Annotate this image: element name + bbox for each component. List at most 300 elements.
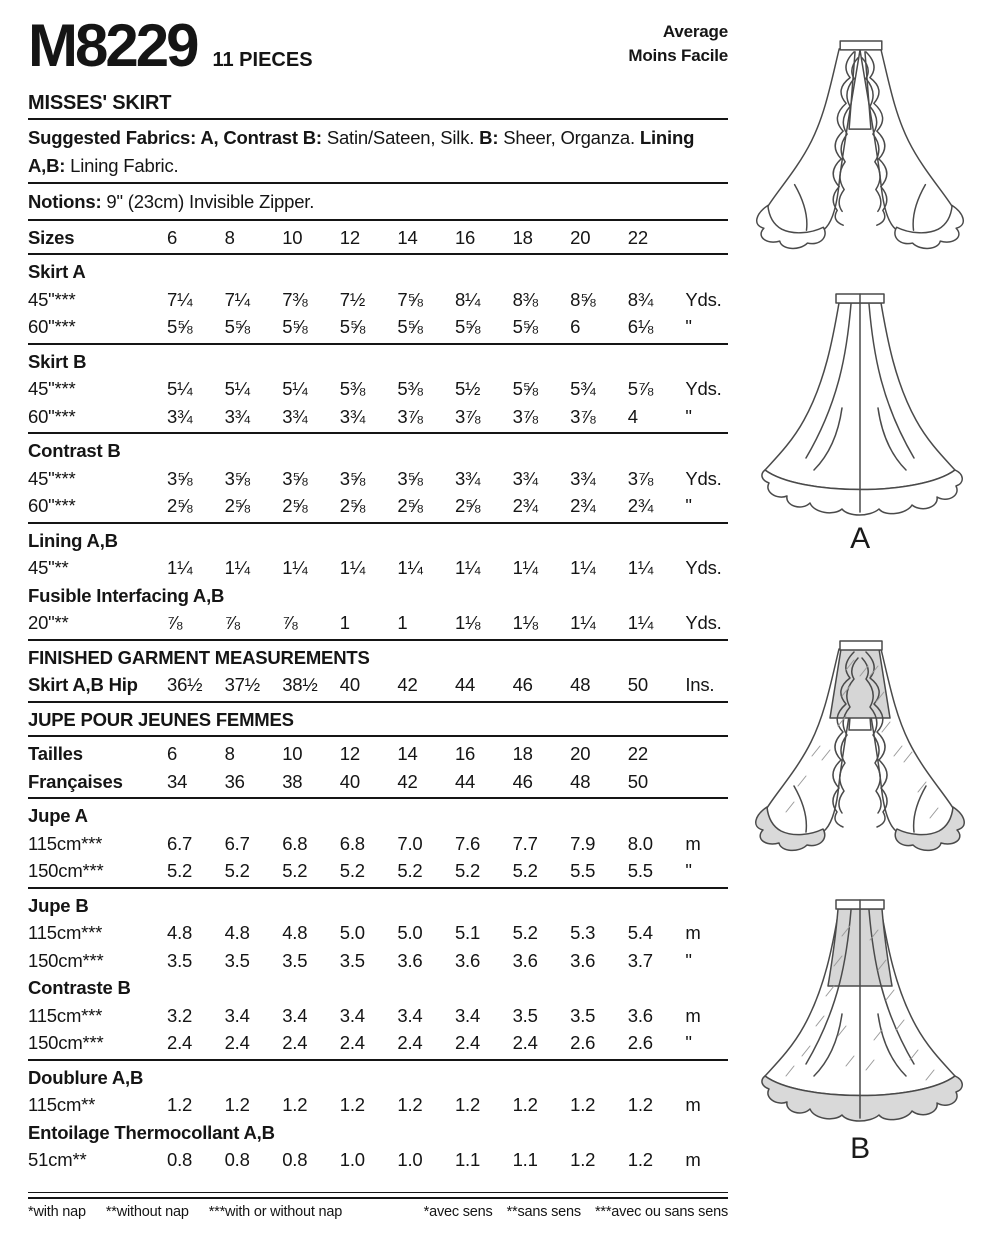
cell-value: 8⅝ — [570, 288, 596, 310]
cell-value: 1.2 — [627, 1149, 653, 1170]
table-row — [28, 1146, 728, 1174]
cell-value: 34 — [167, 770, 188, 792]
table-row-tailles — [28, 740, 728, 768]
row-label: 150cm*** — [28, 1032, 104, 1053]
section-header-doublure: Doublure A,B — [28, 1066, 144, 1088]
cell-value: 8.0 — [627, 832, 653, 854]
row-label: 45"*** — [28, 467, 76, 489]
main-column — [28, 0, 728, 1174]
table-row — [28, 465, 728, 493]
cell-value: 18 — [512, 743, 533, 764]
notions-label: Notions: — [28, 191, 102, 212]
cell-value: 1.1 — [454, 1149, 481, 1170]
footnote: **without nap — [105, 1204, 189, 1220]
cell-unit: m — [685, 1149, 701, 1170]
cell-value: 3¾ — [512, 467, 538, 489]
cell-unit: m — [685, 922, 701, 943]
fabrics-text-b: Sheer, Organza. — [498, 127, 640, 148]
cell-value: 2.6 — [570, 1032, 596, 1053]
table-row — [28, 492, 728, 520]
cell-value: 4.8 — [167, 922, 193, 943]
footnotes-french — [424, 1204, 728, 1220]
cell-value: 3.5 — [570, 1004, 596, 1026]
cell-value: 8 — [224, 743, 235, 764]
fabrics-text: Satin/Sateen, Silk. — [321, 127, 480, 148]
cell-value: 1.2 — [282, 1094, 308, 1115]
cell-value: 0.8 — [224, 1149, 250, 1170]
cell-value: 3.5 — [224, 949, 250, 971]
row-label: 115cm*** — [28, 832, 103, 854]
cell-value: ⅞ — [282, 612, 298, 633]
cell-value: 7.7 — [512, 832, 538, 854]
cell-unit: Yds. — [685, 288, 722, 310]
cell-value: 3¾ — [570, 467, 596, 489]
cell-value: 7¼ — [224, 288, 250, 310]
cell-value: 2¾ — [570, 495, 596, 516]
divider — [28, 701, 728, 703]
cell-value: 1¼ — [397, 557, 423, 578]
cell-value: 6.7 — [224, 832, 250, 854]
cell-value: 1.2 — [167, 1094, 193, 1115]
fabrics-label-b: B: — [479, 127, 499, 148]
cell-value: 5.2 — [512, 860, 538, 881]
divider — [28, 219, 728, 221]
cell-value: 44 — [454, 770, 476, 792]
cell-value: 48 — [570, 674, 591, 695]
garment-title: MISSES' SKIRT — [28, 92, 172, 114]
row-label: 115cm*** — [28, 922, 103, 943]
cell-unit: m — [685, 1094, 701, 1115]
row-label: 115cm** — [28, 1094, 96, 1115]
table-row — [28, 830, 728, 858]
cell-value: 1.1 — [512, 1149, 538, 1170]
suggested-fabrics — [28, 123, 728, 180]
cell-value: 42 — [397, 770, 418, 792]
row-label: Françaises — [28, 770, 123, 792]
row-label: 60"*** — [28, 405, 76, 427]
cell-value: 3.6 — [570, 949, 596, 971]
cell-value: 1 — [339, 612, 350, 633]
cell-value: 7.9 — [570, 832, 596, 854]
cell-value: 2.4 — [512, 1032, 538, 1053]
row-label: 51cm** — [28, 1149, 87, 1170]
cell-value: 5⅝ — [167, 316, 193, 337]
cell-value: 7⅝ — [397, 288, 423, 310]
cell-value: 5.2 — [512, 922, 538, 943]
cell-value: 1¼ — [339, 557, 366, 578]
cell-value: 3⅞ — [397, 405, 423, 427]
cell-value: 5.5 — [570, 860, 596, 881]
cell-value: 46 — [512, 770, 533, 792]
skirt-a-back-illustration — [742, 290, 978, 522]
cell-value: 2.4 — [224, 1032, 250, 1053]
divider — [28, 639, 728, 641]
cell-value: 1 — [397, 612, 408, 633]
cell-value: 5.2 — [339, 860, 365, 881]
section-header-contrast-b: Contrast B — [28, 440, 121, 461]
cell-value: 6.8 — [339, 832, 365, 854]
cell-value: 5⅝ — [397, 316, 423, 337]
cell-unit: " — [685, 405, 692, 427]
fabrics-label-lining: Lining A,B: — [28, 127, 695, 176]
row-label: 60"*** — [28, 495, 76, 516]
skirt-b-back-illustration — [742, 896, 978, 1128]
cell-value: 3.4 — [397, 1004, 423, 1026]
cell-unit: " — [685, 1032, 692, 1053]
cell-value: 16 — [454, 226, 476, 248]
fabrics-label: Suggested Fabrics: A, Contrast B: — [28, 127, 322, 148]
cell-unit: " — [685, 495, 692, 516]
cell-value: 5.1 — [454, 922, 481, 943]
french-section-title: JUPE POUR JEUNES FEMMES — [28, 708, 294, 730]
cell-value: 1¼ — [282, 557, 308, 578]
cell-value: 3¾ — [339, 405, 366, 427]
cell-value: 2.4 — [397, 1032, 423, 1053]
cell-value: 3.6 — [397, 949, 423, 971]
cell-value: 1⅛ — [512, 612, 538, 633]
cell-value: 3⅞ — [627, 467, 654, 489]
cell-value: 1¼ — [454, 557, 481, 578]
cell-value: 1¼ — [224, 557, 250, 578]
cell-value: 20 — [570, 226, 591, 248]
footnote: ***with or without nap — [208, 1204, 343, 1220]
cell-value: 5.3 — [570, 922, 596, 943]
cell-value: 2.4 — [339, 1032, 365, 1053]
cell-value: ⅞ — [167, 612, 183, 633]
difficulty-french: Moins Facile — [628, 45, 728, 65]
divider — [28, 797, 728, 799]
section-header-interfacing: Fusible Interfacing A,B — [28, 584, 225, 606]
divider — [28, 182, 728, 184]
cell-value: 5⅜ — [397, 378, 423, 399]
cell-unit — [685, 224, 728, 252]
row-label: 150cm*** — [28, 860, 104, 881]
pieces-count: 11 PIECES — [212, 49, 313, 71]
cell-value: 5⅝ — [339, 316, 366, 337]
row-label: 115cm*** — [28, 1004, 103, 1026]
divider — [28, 522, 728, 524]
cell-value: 3.4 — [224, 1004, 250, 1026]
row-label: Tailles — [28, 743, 83, 764]
cell-value: 1¼ — [167, 557, 193, 578]
cell-value: 1.2 — [224, 1094, 250, 1115]
cell-value: 5⅝ — [454, 316, 481, 337]
section-header-entoilage: Entoilage Thermocollant A,B — [28, 1121, 275, 1143]
cell-value: 3⅝ — [167, 467, 193, 489]
cell-value: 5.4 — [627, 922, 653, 943]
cell-value: 1¼ — [570, 557, 596, 578]
divider — [28, 118, 728, 120]
section-header-skirt-b: Skirt B — [28, 350, 87, 372]
cell-value: 22 — [627, 743, 648, 764]
cell-unit: Ins. — [685, 674, 715, 695]
section-header-lining: Lining A,B — [28, 529, 118, 551]
cell-value: 6.8 — [282, 832, 308, 854]
cell-value: 2.4 — [167, 1032, 193, 1053]
table-row — [28, 609, 728, 637]
section-header-contraste-b: Contraste B — [28, 977, 131, 998]
cell-value: 2⅝ — [224, 495, 250, 516]
cell-value: 5⅝ — [282, 316, 308, 337]
table-row — [28, 375, 728, 403]
cell-value: 1¼ — [627, 612, 654, 633]
divider — [28, 735, 728, 737]
table-row-sizes — [28, 224, 728, 252]
cell-value: 0.8 — [282, 1149, 308, 1170]
table-row-francaises — [28, 768, 728, 796]
cell-unit: " — [685, 316, 692, 337]
cell-unit: " — [685, 949, 692, 971]
cell-value: 7.0 — [397, 832, 423, 854]
divider — [28, 432, 728, 434]
notions-text: 9" (23cm) Invisible Zipper. — [101, 191, 315, 212]
cell-unit: Yds. — [685, 467, 722, 489]
fabrics-text-lining: Lining Fabric. — [65, 154, 179, 176]
cell-value: 6 — [167, 226, 178, 248]
cell-value: 3.5 — [512, 1004, 538, 1026]
table-row-hip — [28, 671, 728, 699]
cell-value: 38 — [282, 770, 303, 792]
cell-value: 1.2 — [570, 1149, 596, 1170]
cell-value: ⅞ — [224, 612, 240, 633]
cell-value: 5⅝ — [512, 316, 538, 337]
section-header-jupe-b: Jupe B — [28, 894, 89, 916]
cell-value: 48 — [570, 770, 591, 792]
cell-value: 5¾ — [570, 378, 596, 399]
cell-value: 3.4 — [454, 1004, 481, 1026]
table-row — [28, 313, 728, 341]
cell-value: 3⅞ — [512, 405, 538, 427]
cell-value: 7½ — [339, 288, 366, 310]
table-row — [28, 554, 728, 582]
cell-value: 1.2 — [339, 1094, 365, 1115]
cell-value: 50 — [627, 770, 648, 792]
table-row — [28, 947, 728, 975]
table-row — [28, 1091, 728, 1119]
cell-value: 1¼ — [627, 557, 654, 578]
row-label: 60"*** — [28, 316, 76, 337]
cell-value: 5⅜ — [339, 378, 366, 399]
cell-value: 14 — [397, 226, 418, 248]
cell-value: 14 — [397, 743, 418, 764]
cell-value: 5.0 — [397, 922, 423, 943]
cell-value: 3.5 — [339, 949, 365, 971]
cell-value: 20 — [570, 743, 591, 764]
cell-value: 8¼ — [454, 288, 481, 310]
cell-value: 1.2 — [627, 1094, 653, 1115]
cell-value: 3¾ — [454, 467, 481, 489]
section-header-skirt-a: Skirt A — [28, 261, 86, 282]
cell-value: 18 — [512, 226, 533, 248]
cell-value: 2.6 — [627, 1032, 653, 1053]
cell-value: 5⅝ — [224, 316, 250, 337]
pattern-number: M8229 — [28, 12, 197, 79]
table-row — [28, 857, 728, 885]
cell-value: 5½ — [454, 378, 481, 399]
cell-value: 3¾ — [224, 405, 250, 427]
cell-value: 0.8 — [167, 1149, 193, 1170]
footnote: **sans sens — [506, 1204, 581, 1220]
cell-value: 4 — [627, 405, 638, 427]
cell-value: 5¼ — [224, 378, 250, 399]
cell-value: 5.5 — [627, 860, 653, 881]
cell-value: 3⅝ — [339, 467, 366, 489]
cell-value: 2⅝ — [282, 495, 308, 516]
cell-value: 10 — [282, 743, 303, 764]
cell-value: 3.6 — [627, 1004, 653, 1026]
row-label: 45"*** — [28, 378, 76, 399]
cell-value: 3⅞ — [570, 405, 596, 427]
cell-value: 38½ — [282, 674, 318, 695]
cell-value: 4.8 — [282, 922, 308, 943]
cell-value: 12 — [339, 743, 360, 764]
cell-value: 16 — [454, 743, 476, 764]
cell-value: 22 — [627, 226, 648, 248]
row-label: 150cm*** — [28, 949, 104, 971]
footnotes — [28, 1192, 728, 1220]
difficulty-block — [628, 20, 728, 68]
divider — [28, 253, 728, 255]
notions-line — [28, 187, 728, 217]
footnotes-english — [28, 1204, 342, 1220]
cell-unit — [685, 740, 728, 768]
cell-value: 1.0 — [397, 1149, 423, 1170]
cell-value: 12 — [339, 226, 360, 248]
cell-value: 3⅝ — [224, 467, 250, 489]
footnote: ***avec ou sans sens — [594, 1204, 728, 1220]
cell-value: 8⅜ — [512, 288, 538, 310]
cell-value: 3.4 — [339, 1004, 365, 1026]
cell-value: 37½ — [224, 674, 261, 695]
divider — [28, 1059, 728, 1061]
cell-value: 3.6 — [512, 949, 538, 971]
cell-value: 50 — [627, 674, 648, 695]
cell-value: 3.2 — [167, 1004, 193, 1026]
cell-value: 1⅛ — [454, 612, 481, 633]
cell-value: 36½ — [167, 674, 203, 695]
section-header-jupe-a: Jupe A — [28, 805, 88, 826]
cell-value: 6 — [570, 316, 581, 337]
cell-unit: Yds. — [685, 612, 722, 633]
cell-unit: m — [685, 832, 701, 854]
cell-value: 2.4 — [454, 1032, 481, 1053]
cell-value: 1.2 — [512, 1094, 538, 1115]
cell-unit — [685, 768, 728, 796]
cell-value: 42 — [397, 674, 418, 695]
cell-value: 3.6 — [454, 949, 481, 971]
cell-value: 7⅜ — [282, 288, 308, 310]
row-label: 20"** — [28, 612, 69, 633]
cell-value: 7¼ — [167, 288, 193, 310]
cell-value: 1¼ — [570, 612, 596, 633]
cell-value: 5.2 — [282, 860, 308, 881]
row-label: Sizes — [28, 226, 75, 248]
cell-value: 36 — [224, 770, 245, 792]
cell-value: 3⅞ — [454, 405, 481, 427]
cell-value: 5.0 — [339, 922, 365, 943]
cell-value: 1.2 — [570, 1094, 596, 1115]
footnote: *avec sens — [423, 1204, 493, 1220]
cell-value: 5.2 — [454, 860, 481, 881]
view-a-label: A — [850, 522, 870, 555]
cell-value: 2¾ — [627, 495, 654, 516]
skirt-a-front-illustration — [742, 36, 978, 252]
cell-value: 3.5 — [282, 949, 308, 971]
cell-value: 44 — [454, 674, 476, 695]
cell-value: 3¾ — [282, 405, 308, 427]
table-row — [28, 1002, 728, 1030]
cell-unit: Yds. — [685, 557, 722, 578]
view-b-label: B — [850, 1132, 870, 1165]
cell-value: 8 — [224, 226, 235, 248]
cell-value: 46 — [512, 674, 533, 695]
cell-value: 2⅝ — [167, 495, 193, 516]
cell-value: 2⅝ — [397, 495, 423, 516]
row-label: Skirt A,B Hip — [28, 674, 138, 695]
skirt-b-front-illustration — [742, 634, 978, 856]
cell-value: 6.7 — [167, 832, 193, 854]
cell-value: 40 — [339, 770, 360, 792]
cell-value: 3⅝ — [282, 467, 308, 489]
cell-value: 1.0 — [339, 1149, 365, 1170]
footnote: *with nap — [28, 1204, 86, 1220]
cell-value: 1.2 — [397, 1094, 423, 1115]
cell-value: 5⅝ — [512, 378, 538, 399]
cell-value: 3⅝ — [397, 467, 423, 489]
cell-value: 2⅝ — [454, 495, 481, 516]
cell-value: 8¾ — [627, 288, 654, 310]
cell-value: 7.6 — [454, 832, 481, 854]
table-row — [28, 286, 728, 314]
divider — [28, 887, 728, 889]
yardage-table — [28, 224, 728, 1174]
cell-value: 2⅝ — [339, 495, 366, 516]
row-label: 45"** — [28, 557, 69, 578]
cell-value: 4.8 — [224, 922, 250, 943]
table-row — [28, 403, 728, 431]
brand-block — [28, 12, 313, 79]
cell-value: 5¼ — [167, 378, 193, 399]
cell-value: 3.7 — [627, 949, 653, 971]
row-label: 45"*** — [28, 288, 76, 310]
cell-value: 3¾ — [167, 405, 193, 427]
cell-value: 3.4 — [282, 1004, 308, 1026]
table-row — [28, 919, 728, 947]
difficulty-english: Average — [662, 22, 728, 41]
cell-value: 5¼ — [282, 378, 308, 399]
cell-value: 6⅛ — [627, 316, 654, 337]
cell-value: 3.5 — [167, 949, 193, 971]
header — [28, 12, 728, 82]
cell-value: 2¾ — [512, 495, 538, 516]
cell-value: 6 — [167, 743, 178, 764]
table-row — [28, 1029, 728, 1057]
cell-unit: m — [685, 1004, 701, 1026]
cell-value: 5⅞ — [627, 378, 654, 399]
cell-value: 5.2 — [224, 860, 250, 881]
cell-value: 1.2 — [454, 1094, 481, 1115]
cell-value: 5.2 — [167, 860, 193, 881]
cell-value: 2.4 — [282, 1032, 308, 1053]
cell-value: 10 — [282, 226, 303, 248]
cell-value: 5.2 — [397, 860, 423, 881]
divider — [28, 343, 728, 345]
cell-value: 40 — [339, 674, 360, 695]
double-rule — [28, 1192, 728, 1199]
cell-unit: Yds. — [685, 378, 722, 399]
cell-value: 1¼ — [512, 557, 538, 578]
cell-unit: " — [685, 860, 692, 881]
